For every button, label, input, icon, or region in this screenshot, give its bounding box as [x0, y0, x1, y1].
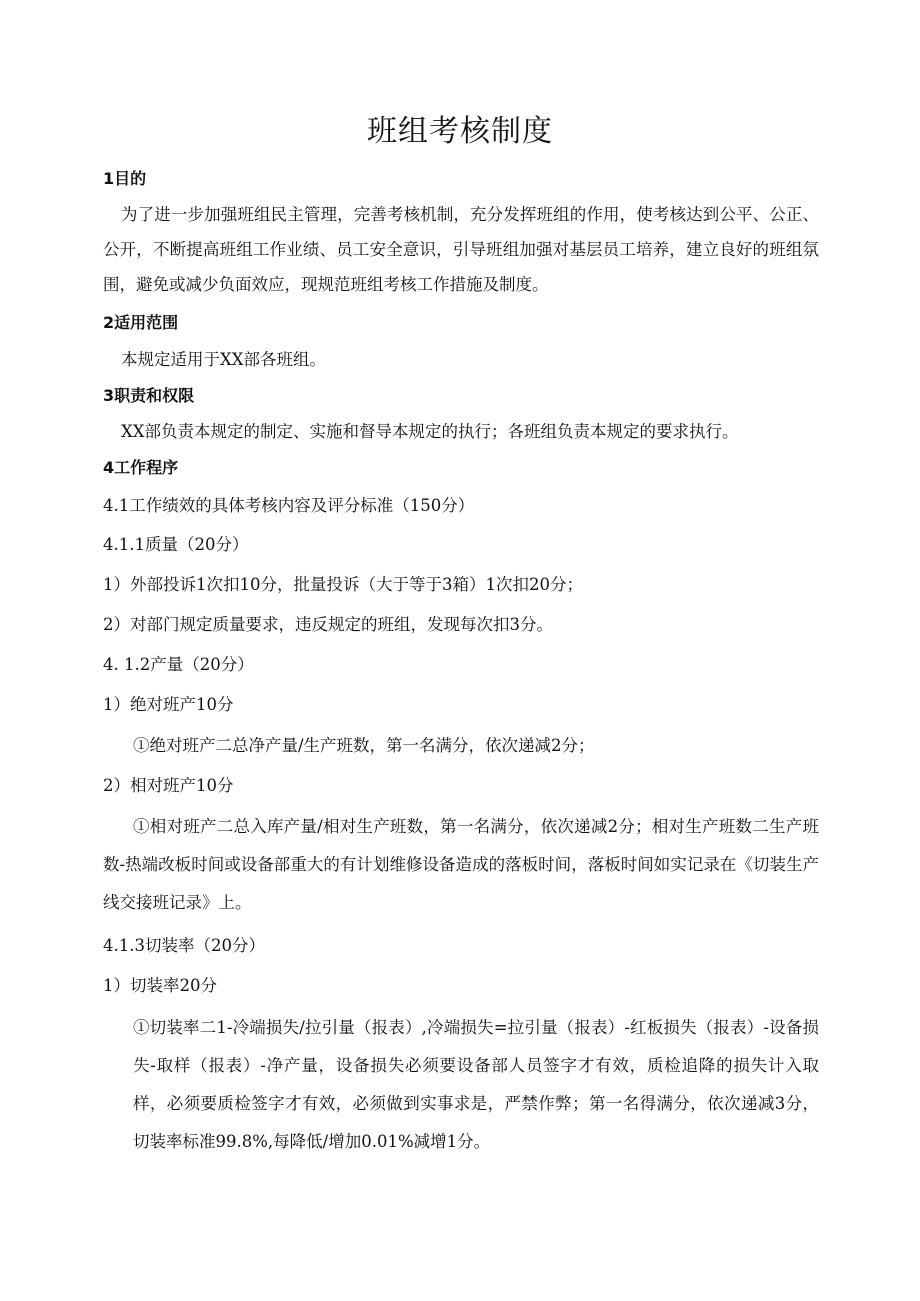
section-3-heading: 3职责和权限: [103, 386, 195, 405]
section-4-1-2-item-1a: ①绝对班产二总净产量/生产班数，第一名满分，依次递减2分；: [133, 736, 595, 755]
section-4-1-3-item-1a: ①切装率二1-冷端损失/拉引量（报表）,冷端损失=拉引量（报表）-红板损失（报表）-设备损失-取样（报表）-净产量，设备损失必须要设备部人员签字才有效，质检追降的损失计入取样，必须要质检签字才有效，必须做到实事求是，严禁作弊；第一名得满分，依次递减3分，切装率标准99.8%,每降低/增加0.01%减增1分。: [133, 1018, 819, 1151]
section-4-1-2-item-2: 2）相对班产10分: [103, 776, 234, 795]
section-4-1-1-item-2: 2）对部门规定质量要求，违反规定的班组，发现每次扣3分。: [103, 615, 553, 634]
section-4-1-1: 4.1.1质量（20分）: [103, 535, 249, 554]
section-4-1-3: 4.1.3切装率（20分）: [103, 936, 265, 955]
section-4-1-2: 4. 1.2产量（20分）: [103, 655, 254, 674]
section-4-1: 4.1工作绩效的具体考核内容及评分标准（150分）: [103, 496, 475, 515]
section-3-body: XX部负责本规定的制定、实施和督导本规定的执行；各班组负责本规定的要求执行。: [121, 422, 739, 441]
section-4-1-2-item-1: 1）绝对班产10分: [103, 695, 234, 714]
section-4-1-3-item-1: 1）切装率20分: [103, 976, 217, 995]
document-title: 班组考核制度: [367, 114, 553, 149]
section-4-1-1-item-1: 1）外部投诉1次扣10分，批量投诉（大于等于3箱）1次扣20分；: [103, 575, 583, 594]
section-2-heading: 2适用范围: [103, 313, 179, 332]
section-2-body: 本规定适用于XX部各班组。: [121, 350, 326, 369]
section-4-1-2-item-2a: ①相对班产二总入库产量/相对生产班数，第一名满分，依次递减2分；相对生产班数二生产班数-热端改板时间或设备部重大的有计划维修设备造成的落板时间，落板时间如实记录在《切装生产线交接班记录》上。: [103, 817, 819, 912]
section-4-heading: 4工作程序: [103, 458, 179, 477]
section-1-heading: 1目的: [103, 169, 147, 188]
section-1-body: 为了进一步加强班组民主管理，完善考核机制，充分发挥班组的作用，使考核达到公平、公正、公开，不断提高班组工作业绩、员工安全意识，引导班组加强对基层员工培养，建立良好的班组氛围，避免或减少负面效应，现规范班组考核工作措施及制度。: [103, 205, 819, 294]
